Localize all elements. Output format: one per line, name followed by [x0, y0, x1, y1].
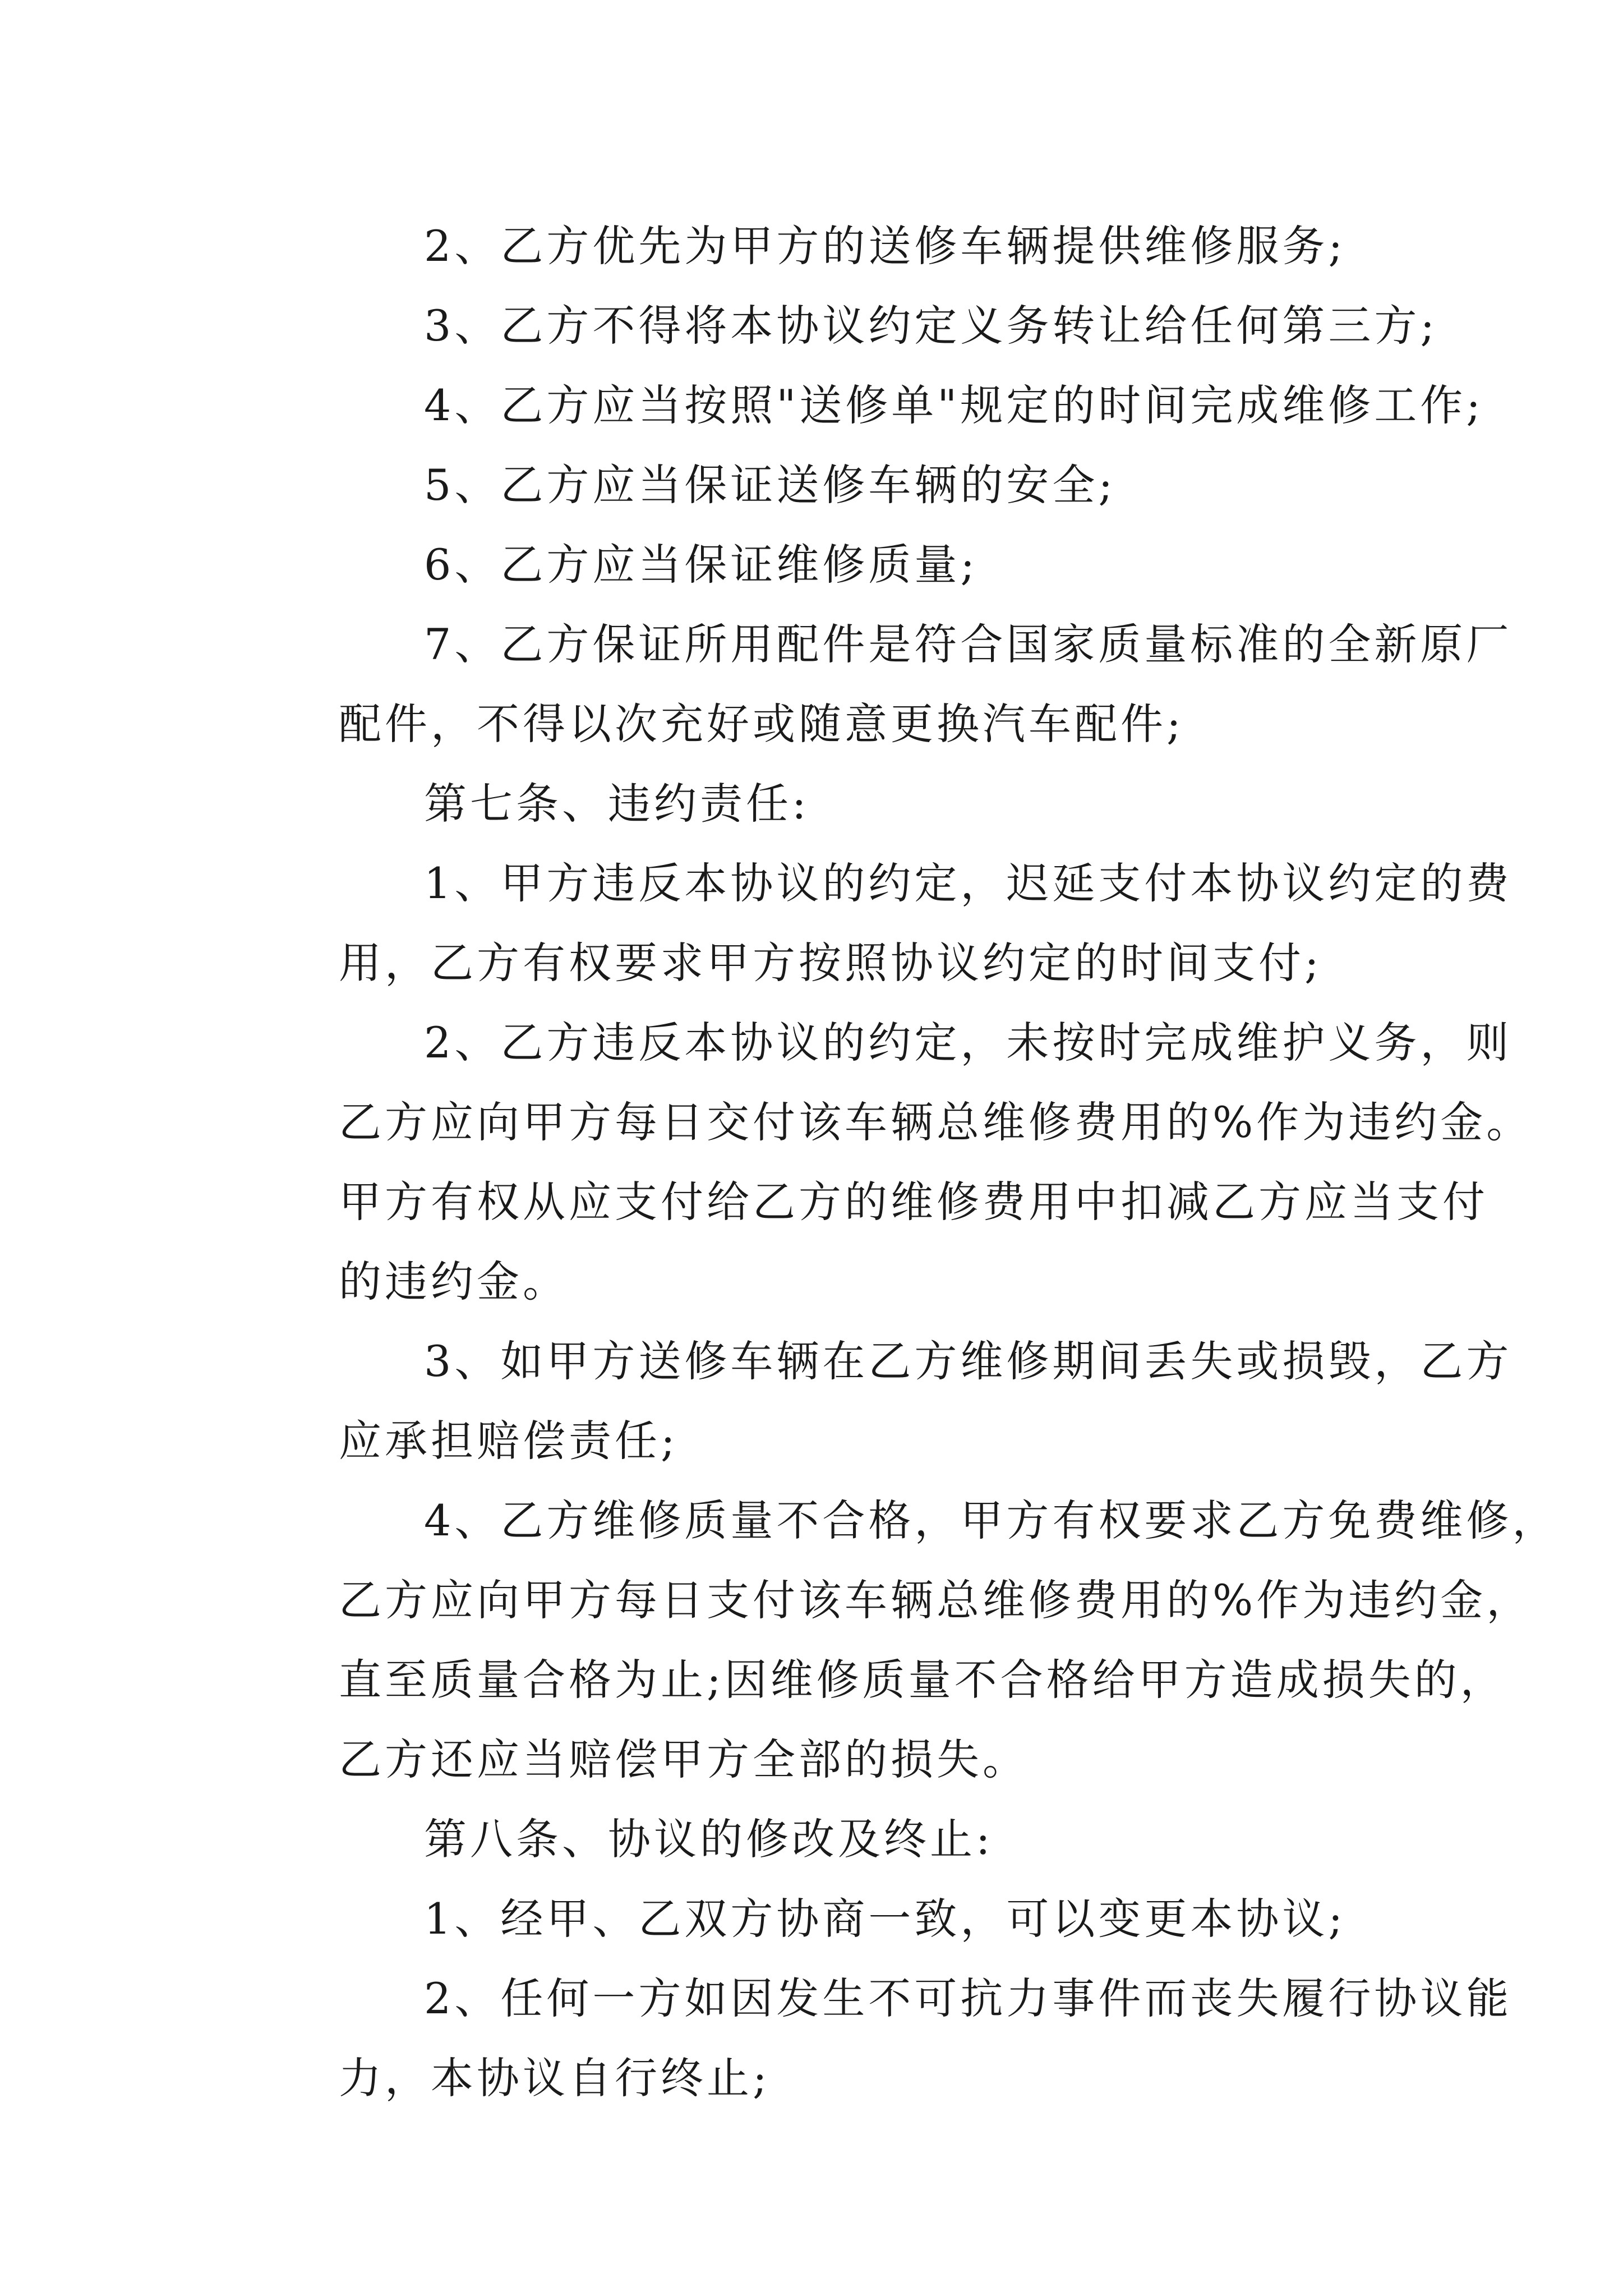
text-line: 乙方应向甲方每日交付该车辆总维修费用的%作为违约金。 — [339, 1097, 1533, 1147]
text-line: 6、乙方应当保证维修质量; — [424, 540, 978, 590]
section-heading: 第七条、违约责任: — [424, 779, 810, 829]
document-page — [253, 206, 1559, 2118]
text-line: 3、乙方不得将本协议约定义务转让给任何第三方; — [424, 301, 1438, 351]
text-line: 乙方应向甲方每日支付该车辆总维修费用的%作为违约金， — [339, 1575, 1533, 1625]
text-line: 1、甲方违反本协议的约定，迟延支付本协议约定的费 — [424, 858, 1513, 908]
text-line: 4、乙方维修质量不合格，甲方有权要求乙方免费维修， — [424, 1496, 1559, 1545]
text-line: 2、乙方优先为甲方的送修车辆提供维修服务; — [424, 221, 1346, 271]
text-line: 应承担赔偿责任; — [339, 1416, 679, 1466]
text-line: 乙方还应当赔偿甲方全部的损失。 — [339, 1734, 1029, 1784]
text-line: 1、经甲、乙双方协商一致，可以变更本协议; — [424, 1894, 1346, 1944]
text-line: 5、乙方应当保证送修车辆的安全; — [424, 460, 1116, 510]
text-line: 直至质量合格为止;因维修质量不合格给甲方造成损失的， — [339, 1655, 1506, 1705]
text-line: 3、如甲方送修车辆在乙方维修期间丢失或损毁，乙方 — [424, 1336, 1513, 1386]
text-line: 甲方有权从应支付给乙方的维修费用中扣减乙方应当支付 — [339, 1177, 1488, 1227]
text-line: 的违约金。 — [339, 1257, 569, 1306]
section-heading: 第八条、协议的修改及终止: — [424, 1814, 994, 1864]
text-line: 4、乙方应当按照"送修单"规定的时间完成维修工作; — [424, 380, 1484, 430]
text-line: 7、乙方保证所用配件是符合国家质量标准的全新原厂 — [424, 619, 1513, 669]
text-line: 2、任何一方如因发生不可抗力事件而丧失履行协议能 — [424, 1973, 1513, 2023]
text-line: 2、乙方违反本协议的约定，未按时完成维护义务，则 — [424, 1018, 1513, 1068]
text-line: 配件，不得以次充好或随意更换汽车配件; — [339, 699, 1184, 749]
text-line: 用，乙方有权要求甲方按照协议约定的时间支付; — [339, 938, 1322, 988]
document-body — [253, 206, 1559, 2118]
text-line: 力，本协议自行终止; — [339, 2053, 771, 2103]
